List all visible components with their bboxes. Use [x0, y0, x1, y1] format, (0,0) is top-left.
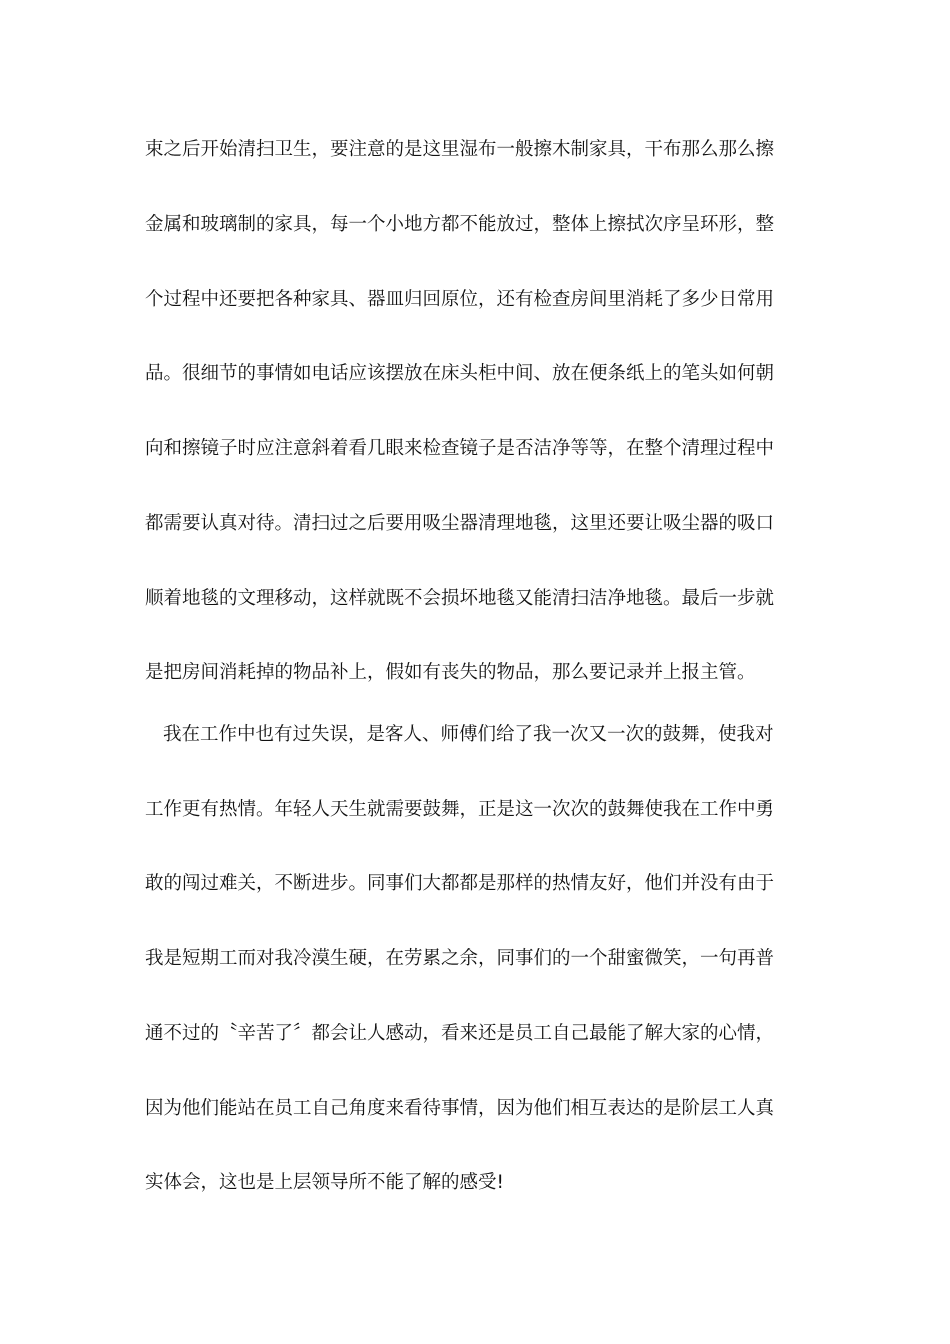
text-line: 通不过的〝辛苦了〞都会让人感动，看来还是员工自己最能了解大家的心情，	[145, 1023, 775, 1044]
paragraph-first-line: 我在工作中也有过失误，是客人、师傅们给了我一次又一次的鼓舞，使我对	[163, 724, 774, 745]
text-line: 品。很细节的事情如电话应该摆放在床头柜中间、放在便条纸上的笔头如何朝	[145, 363, 775, 384]
text-line: 敢的闯过难关，不断进步。同事们大都都是那样的热情友好，他们并没有由于	[145, 873, 775, 894]
text-line: 我是短期工而对我冷漠生硬，在劳累之余，同事们的一个甜蜜微笑，一句再普	[145, 948, 775, 969]
text-line: 金属和玻璃制的家具，每一个小地方都不能放过，整体上擦拭次序呈环形，整	[145, 214, 775, 235]
text-line: 个过程中还要把各种家具、器皿归回原位，还有检查房间里消耗了多少日常用	[145, 289, 775, 310]
text-line: 都需要认真对待。清扫过之后要用吸尘器清理地毯，这里还要让吸尘器的吸口	[145, 513, 775, 534]
text-line: 因为他们能站在员工自己角度来看待事情，因为他们相互表达的是阶层工人真	[145, 1098, 775, 1119]
text-line: 是把房间消耗掉的物品补上，假如有丧失的物品，那么要记录并上报主管。	[145, 662, 756, 683]
text-line: 实体会，这也是上层领导所不能了解的感受!	[145, 1172, 504, 1193]
text-line: 顺着地毯的文理移动，这样就既不会损坏地毯又能清扫洁净地毯。最后一步就	[145, 588, 775, 609]
text-line: 束之后开始清扫卫生，要注意的是这里湿布一般擦木制家具，干布那么那么擦	[145, 139, 775, 160]
text-line: 工作更有热情。年轻人天生就需要鼓舞，正是这一次次的鼓舞使我在工作中勇	[145, 799, 775, 820]
text-line: 向和擦镜子时应注意斜着看几眼来检查镜子是否洁净等等，在整个清理过程中	[145, 438, 775, 459]
